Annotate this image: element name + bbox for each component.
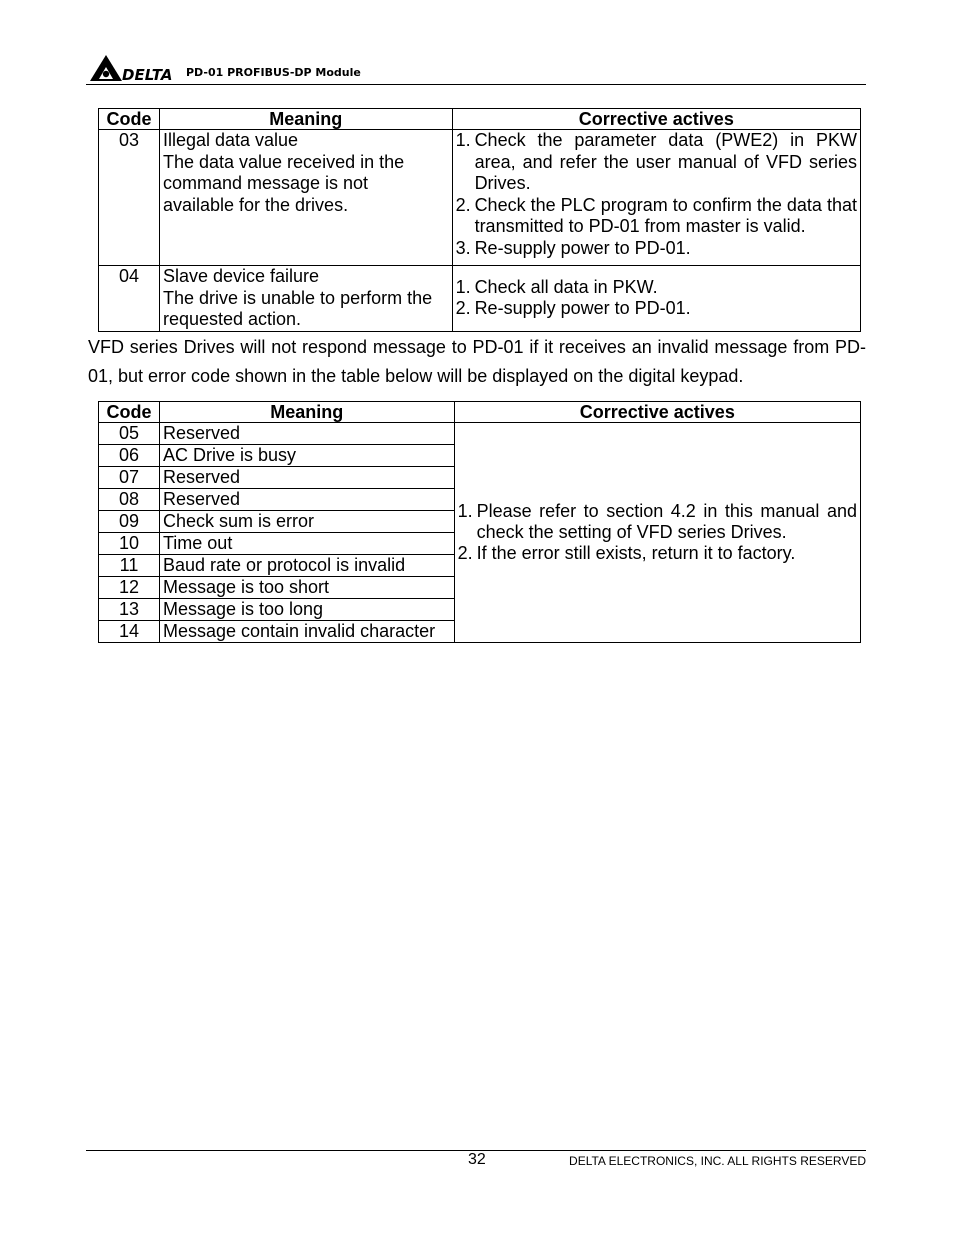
meaning-cell: Reserved [159, 489, 454, 511]
column-header-meaning: Meaning [159, 402, 454, 423]
column-header-actions: Corrective actives [452, 109, 860, 130]
action-text: Check all data in PKW. [474, 276, 658, 297]
actions-cell [454, 423, 860, 643]
code-cell: 09 [99, 511, 160, 533]
action-list [456, 277, 857, 320]
meaning-line: The drive is unable to perform the [162, 287, 433, 308]
actions-cell [452, 266, 860, 332]
table-header-row [99, 402, 861, 423]
code-cell: 12 [99, 577, 160, 599]
body-paragraph: VFD series Drives will not respond message to PD-01 if it receives an invalid message from PD-01, but error code shown in the table below will be displayed on the digital keypad. [88, 337, 866, 386]
action-text: Check the PLC program to confirm the data that transmitted to PD-01 from master is valid. [474, 194, 857, 236]
action-text: Please refer to section 4.2 in this manual and check the setting of VFD series Drives. [476, 501, 857, 542]
logo-wordmark: DELTA [122, 66, 173, 82]
column-header-actions: Corrective actives [454, 402, 860, 423]
action-item [458, 543, 857, 564]
code-cell: 05 [99, 423, 160, 445]
table-header-row [99, 109, 861, 130]
document-title: PD-01 PROFIBUS-DP Module [186, 66, 361, 79]
meaning-cell: AC Drive is busy [159, 445, 454, 467]
meaning-cell: Time out [159, 533, 454, 555]
meaning-line: The data value received in the [162, 151, 405, 172]
meaning-line: Illegal data value [162, 130, 299, 150]
action-item [456, 195, 857, 238]
column-header-meaning: Meaning [159, 109, 452, 130]
table-row [99, 423, 861, 445]
error-table-1 [98, 108, 861, 332]
action-text: Check the parameter data (PWE2) in PKW area, and refer the user manual of VFD series Drives. [474, 130, 857, 193]
code-cell: 07 [99, 467, 160, 489]
code-cell: 06 [99, 445, 160, 467]
action-text: If the error still exists, return it to factory. [476, 543, 796, 563]
meaning-cell: Baud rate or protocol is invalid [159, 555, 454, 577]
meaning-line: command message is not [162, 173, 369, 193]
action-number: 1. [455, 130, 471, 150]
action-text: Re-supply power to PD-01. [474, 237, 691, 258]
code-cell: 11 [99, 555, 160, 577]
action-number: 1. [457, 501, 473, 521]
meaning-cell: Check sum is error [159, 511, 454, 533]
action-number: 2. [457, 543, 473, 563]
action-number: 2. [455, 194, 471, 215]
meaning-cell [159, 266, 452, 332]
action-list [456, 130, 857, 259]
code-cell: 03 [99, 130, 160, 266]
code-cell: 08 [99, 489, 160, 511]
action-number: 2. [455, 298, 471, 319]
delta-logo [88, 52, 178, 82]
column-header-code: Code [99, 109, 160, 130]
page-number: 32 [468, 1151, 486, 1168]
page-header [86, 50, 866, 85]
column-header-code: Code [99, 402, 160, 423]
meaning-cell [159, 130, 452, 266]
action-text: Re-supply power to PD-01. [474, 298, 691, 319]
code-cell: 10 [99, 533, 160, 555]
meaning-line: available for the drives. [162, 194, 349, 215]
action-item [456, 277, 857, 299]
code-cell: 13 [99, 599, 160, 621]
meaning-cell: Reserved [159, 423, 454, 445]
meaning-cell: Reserved [159, 467, 454, 489]
action-item [456, 238, 857, 260]
meaning-line: Slave device failure [162, 266, 320, 286]
table-row [99, 130, 861, 266]
action-item [458, 501, 857, 543]
meaning-cell: Message is too long [159, 599, 454, 621]
error-table-2 [98, 401, 861, 643]
action-number: 1. [455, 276, 471, 297]
action-item [456, 298, 857, 320]
action-number: 3. [455, 237, 471, 258]
copyright-notice: DELTA ELECTRONICS, INC. ALL RIGHTS RESERVED [569, 1154, 866, 1168]
meaning-cell: Message contain invalid character [159, 621, 454, 643]
meaning-line: requested action. [162, 309, 302, 329]
actions-cell [452, 130, 860, 266]
table-row [99, 266, 861, 332]
action-list [458, 501, 857, 564]
action-item [456, 130, 857, 195]
code-cell: 14 [99, 621, 160, 643]
code-cell: 04 [99, 266, 160, 332]
meaning-cell: Message is too short [159, 577, 454, 599]
